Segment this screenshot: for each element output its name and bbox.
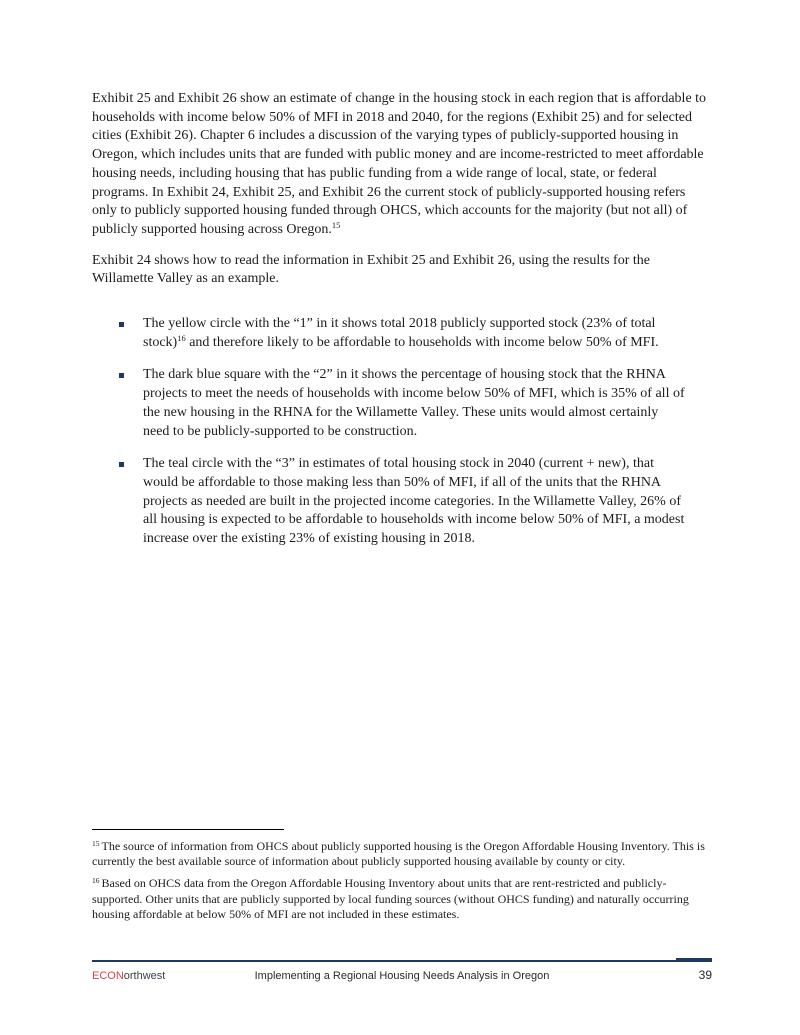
- footnote-marker: 15: [92, 839, 100, 848]
- bullet-text-pre: The yellow circle with the “1” in it shows total 2018 publicly supported stock (23% of total stock): [143, 316, 656, 350]
- page-footer: [92, 960, 712, 982]
- brand-logo: [92, 970, 252, 982]
- footnote-separator-rule: [92, 829, 284, 830]
- list-item: [92, 455, 712, 549]
- bullet-text: [143, 366, 688, 441]
- brand-logo-econ: ECON: [92, 970, 124, 982]
- footnote-15: [92, 839, 712, 869]
- bullet-text: [143, 455, 688, 549]
- footnote-reference-16: 16: [177, 333, 186, 344]
- footnote-reference-15: 15: [331, 220, 341, 231]
- bullet-text-pre: The dark blue square with the “2” in it shows the percentage of housing stock that the RHNA projects to meet the needs of households with income below 50% of MFI, which is 35% of all of the new housing in the RHNA for the Willamette Valley. These units would almost certainly need to be publicly-supported to be construction.: [143, 367, 685, 439]
- footer-row: [92, 962, 712, 982]
- bullet-text-post: and therefore likely to be affordable to households with income below 50% of MFI.: [185, 334, 659, 350]
- body-paragraph-1: [92, 90, 712, 240]
- brand-logo-orthwest: orthwest: [123, 970, 166, 982]
- bullet-square-icon: [119, 373, 124, 378]
- list-item: [92, 366, 712, 441]
- footnote-16: [92, 876, 712, 922]
- footnote-marker: 16: [92, 876, 100, 886]
- bullet-square-icon: [119, 462, 124, 467]
- bullet-square-icon: [119, 322, 124, 327]
- footnote-text: The source of information from OHCS about publicly supported housing is the Oregon Affordable Housing Inventory. This is currently the best available source of information about publicly supported housing available by county or city.: [92, 839, 705, 869]
- page-body: [92, 90, 712, 563]
- footnote-text: Based on OHCS data from the Oregon Affordable Housing Inventory about units that are rent-restricted and publicly-supported. Other units that are publicly supported by local funding sources (without OHCS funding) and naturally occurring housing affordable at below 50% of MFI are not included in these estimates.: [92, 876, 689, 921]
- footer-document-title: Implementing a Regional Housing Needs Analysis in Oregon: [254, 970, 550, 982]
- bullet-text-pre: The teal circle with the “3” in estimates of total housing stock in 2040 (current + new), that would be affordable to those making less than 50% of MFI, if all of the units that the RHNA projects as needed are built in the projected income categories. In the Willamette Valley, 26% of all housing is expected to be affordable to households with income below 50% of MFI, a modest increase over the existing 23% of existing housing in 2018.: [143, 456, 685, 547]
- list-item: [92, 315, 712, 352]
- footer-rule-accent: [676, 958, 712, 962]
- footnotes-section: [92, 829, 712, 929]
- page-number: 39: [698, 968, 712, 982]
- body-paragraph-2: [92, 252, 712, 289]
- paragraph-text: Exhibit 24 shows how to read the information in Exhibit 25 and Exhibit 26, using the results for the Willamette Valley as an example.: [92, 252, 650, 287]
- bullet-text: [143, 315, 688, 352]
- paragraph-text: Exhibit 25 and Exhibit 26 show an estimate of change in the housing stock in each region that is affordable to households with income below 50% of MFI in 2018 and 2040, for the regions (Exhibit 25) and for selected cities (Exhibit 26). Chapter 6 includes a discussion of the varying types of publicly-supported housing in Oregon, which includes units that are funded with public money and are income-restricted to meet affordable housing needs, including housing that has public funding from a wide range of local, state, or federal programs. In Exhibit 24, Exhibit 25, and Exhibit 26 the current stock of publicly-supported housing refers only to publicly supported housing funded through OHCS, which accounts for the majority (but not all) of publicly supported housing across Oregon.: [92, 91, 707, 237]
- bullet-list: [92, 315, 712, 549]
